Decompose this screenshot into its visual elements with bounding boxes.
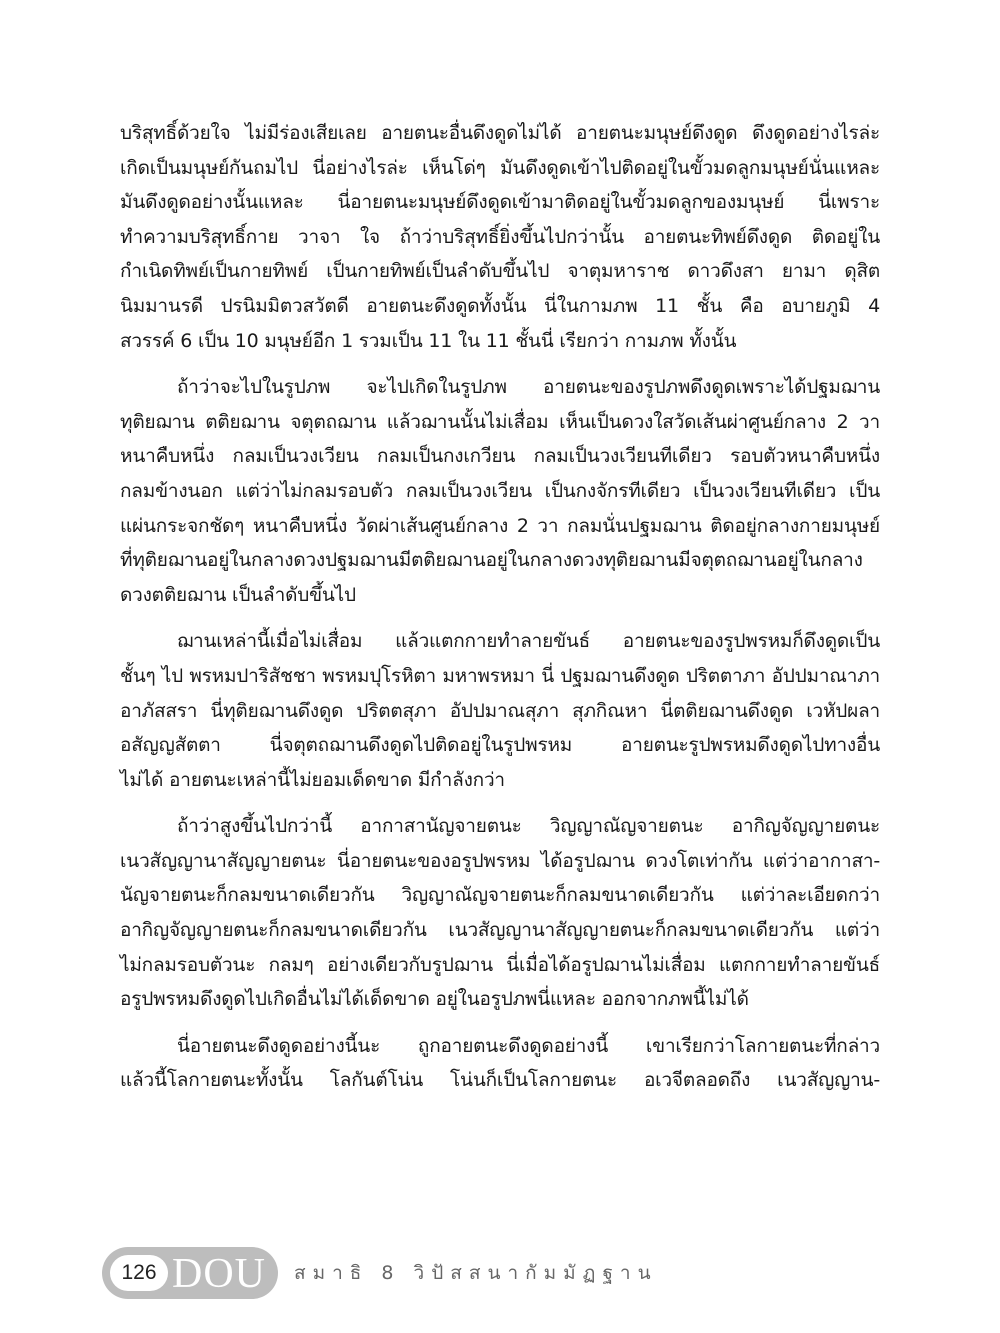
paragraph-gap xyxy=(120,1017,880,1029)
book-title: สมาธิ 8 วิปัสสนากัมมัฏฐาน xyxy=(294,1262,658,1284)
text-line: นี่อายตนะดึงดูดอย่างนี้นะ ถูกอายตนะดึงดูดอย่างนี้ เขาเรียกว่าโลกายตนะที่กล่าว xyxy=(177,1034,880,1057)
text-line: กลมข้างนอก แต่ว่าไม่กลมรอบตัว กลมเป็นวงเวียน เป็นกงจักรทีเดียว เป็นวงเวียนทีเดียว เป็น xyxy=(120,479,880,502)
text-line: ถ้าว่าสูงขึ้นไปกว่านี้ อากาสานัญจายตนะ วิญญาณัญจายตนะ อากิญจัญญายตนะ xyxy=(177,815,880,838)
text-line: อากิญจัญญายตนะก็กลมขนาดเดียวกัน เนวสัญญานาสัญญายตนะก็กลมขนาดเดียวกัน แต่ว่า xyxy=(120,919,880,942)
text-line: ทำความบริสุทธิ์กาย วาจา ใจ ถ้าว่าบริสุทธิ์ยิ่งขึ้นไปกว่านั้น อายตนะทิพย์ดึงดูด ติดอยู่ใน xyxy=(120,225,880,248)
page-badge xyxy=(102,1247,278,1299)
page-number: 126 xyxy=(110,1255,168,1291)
text-line: หนาคืบหนึ่ง กลมเป็นวงเวียน กลมเป็นกงเกวียน กลมเป็นวงเวียนทีเดียว รอบตัวหนาคืบหนึ่ง xyxy=(120,445,880,468)
text-line: นัญจายตนะก็กลมขนาดเดียวกัน วิญญาณัญจายตนะก็กลมขนาดเดียวกัน แต่ว่าละเอียดกว่า xyxy=(120,884,880,907)
text-line: ไม่ได้ อายตนะเหล่านี้ไม่ยอมเด็ดขาด มีกำลังกว่า xyxy=(120,768,505,791)
text-line: ฌานเหล่านี้เมื่อไม่เสื่อม แล้วแตกกายทำลายขันธ์ อายตนะของรูปพรหมก็ดึงดูดเป็น xyxy=(177,630,880,653)
paragraph-gap xyxy=(120,358,880,370)
text-line: นิมมานรดี ปรนิมมิตวสวัตดี อายตนะดึงดูดทั้งนั้น นี่ในกามภพ 11 ชั้น คือ อบายภูมิ 4 xyxy=(120,294,880,317)
text-line: ดวงตติยฌาน เป็นลำดับขึ้นไป xyxy=(120,583,356,606)
paragraph-5 xyxy=(120,1029,880,1098)
text-line: อาภัสสรา นี่ทุติยฌานดึงดูด ปริตตสุภา อัปปมาณสุภา สุภกิณหา นี่ตติยฌานดึงดูด เวหัปผลา xyxy=(120,699,880,722)
text-line: ที่ทุติยฌานอยู่ในกลางดวงปฐมฌานมีตติยฌานอยู่ในกลางดวงทุติยฌานมีจตุตถฌานอยู่ในกลาง xyxy=(120,549,863,572)
text-line: ถ้าว่าจะไปในรูปภพ จะไปเกิดในรูปภพ อายตนะของรูปภพดึงดูดเพราะได้ปฐมฌาน xyxy=(177,376,880,399)
text-line: แล้วนี้โลกายตนะทั้งนั้น โลกันต์โน่น โน่นก็เป็นโลกายตนะ อเวจีตลอดถึง เนวสัญญาน- xyxy=(120,1069,880,1092)
text-line: เนวสัญญานาสัญญายตนะ นี่อายตนะของอรูปพรหม ได้อรูปฌาน ดวงโตเท่ากัน แต่ว่าอากาสา- xyxy=(120,849,880,872)
text-line: เกิดเป็นมนุษย์กันถมไป นี่อย่างไรล่ะ เห็นโด่ๆ มันดึงดูดเข้าไปติดอยู่ในขั้วมดลูกมนุษย์นั่นแหละ xyxy=(120,156,880,179)
page-footer xyxy=(102,1247,658,1299)
text-line: ทุติยฌาน ตติยฌาน จตุตถฌาน แล้วฌานนั้นไม่เสื่อม เห็นเป็นดวงใสวัดเส้นผ่าศูนย์กลาง 2 วา xyxy=(120,410,880,433)
text-line: อสัญญสัตตา นี่จตุตถฌานดึงดูดไปติดอยู่ในรูปพรหม อายตนะรูปพรหมดึงดูดไปทางอื่น xyxy=(120,734,880,757)
text-line: กำเนิดทิพย์เป็นกายทิพย์ เป็นกายทิพย์เป็นลำดับขึ้นไป จาตุมหาราช ดาวดึงสา ยามา ดุสิต xyxy=(120,260,880,283)
page-body xyxy=(120,116,880,1098)
text-line: มันดึงดูดอย่างนั้นแหละ นี่อายตนะมนุษย์ดึงดูดเข้ามาติดอยู่ในขั้วมดลูกของมนุษย์ นี่เพราะ xyxy=(120,191,880,214)
text-line: บริสุทธิ์ด้วยใจ ไม่มีร่องเสียเลย อายตนะอื่นดึงดูดไม่ได้ อายตนะมนุษย์ดึงดูด ดึงดูดอย่างไรล่ะ xyxy=(120,122,880,144)
paragraph-2 xyxy=(120,370,880,612)
paragraph-gap xyxy=(120,612,880,624)
text-line: อรูปพรหมดึงดูดไปเกิดอื่นไม่ได้เด็ดขาด อยู่ในอรูปภพนี่แหละ ออกจากภพนี้ไม่ได้ xyxy=(120,988,749,1011)
dou-logo: DOU xyxy=(172,1251,266,1297)
text-line: แผ่นกระจกชัดๆ หนาคืบหนึ่ง วัดผ่าเส้นศูนย์กลาง 2 วา กลมนั่นปฐมฌาน ติดอยู่กลางกายมนุษย์ xyxy=(120,514,880,537)
text-line: สวรรค์ 6 เป็น 10 มนุษย์อีก 1 รวมเป็น 11 ใน 11 ชั้นนี่ เรียกว่า กามภพ ทั้งนั้น xyxy=(120,329,737,352)
paragraph-gap xyxy=(120,797,880,809)
text-line: ไม่กลมรอบตัวนะ กลมๆ อย่างเดียวกับรูปฌาน นี่เมื่อได้อรูปฌานไม่เสื่อม แตกกายทำลายขันธ์ xyxy=(120,953,880,976)
paragraph-3 xyxy=(120,624,880,797)
paragraph-4 xyxy=(120,809,880,1017)
text-line: ชั้นๆ ไป พรหมปาริสัชชา พรหมปุโรหิตา มหาพรหมา นี่ ปฐมฌานดึงดูด ปริตตาภา อัปปมาณาภา xyxy=(120,664,880,687)
paragraph-1 xyxy=(120,116,880,358)
